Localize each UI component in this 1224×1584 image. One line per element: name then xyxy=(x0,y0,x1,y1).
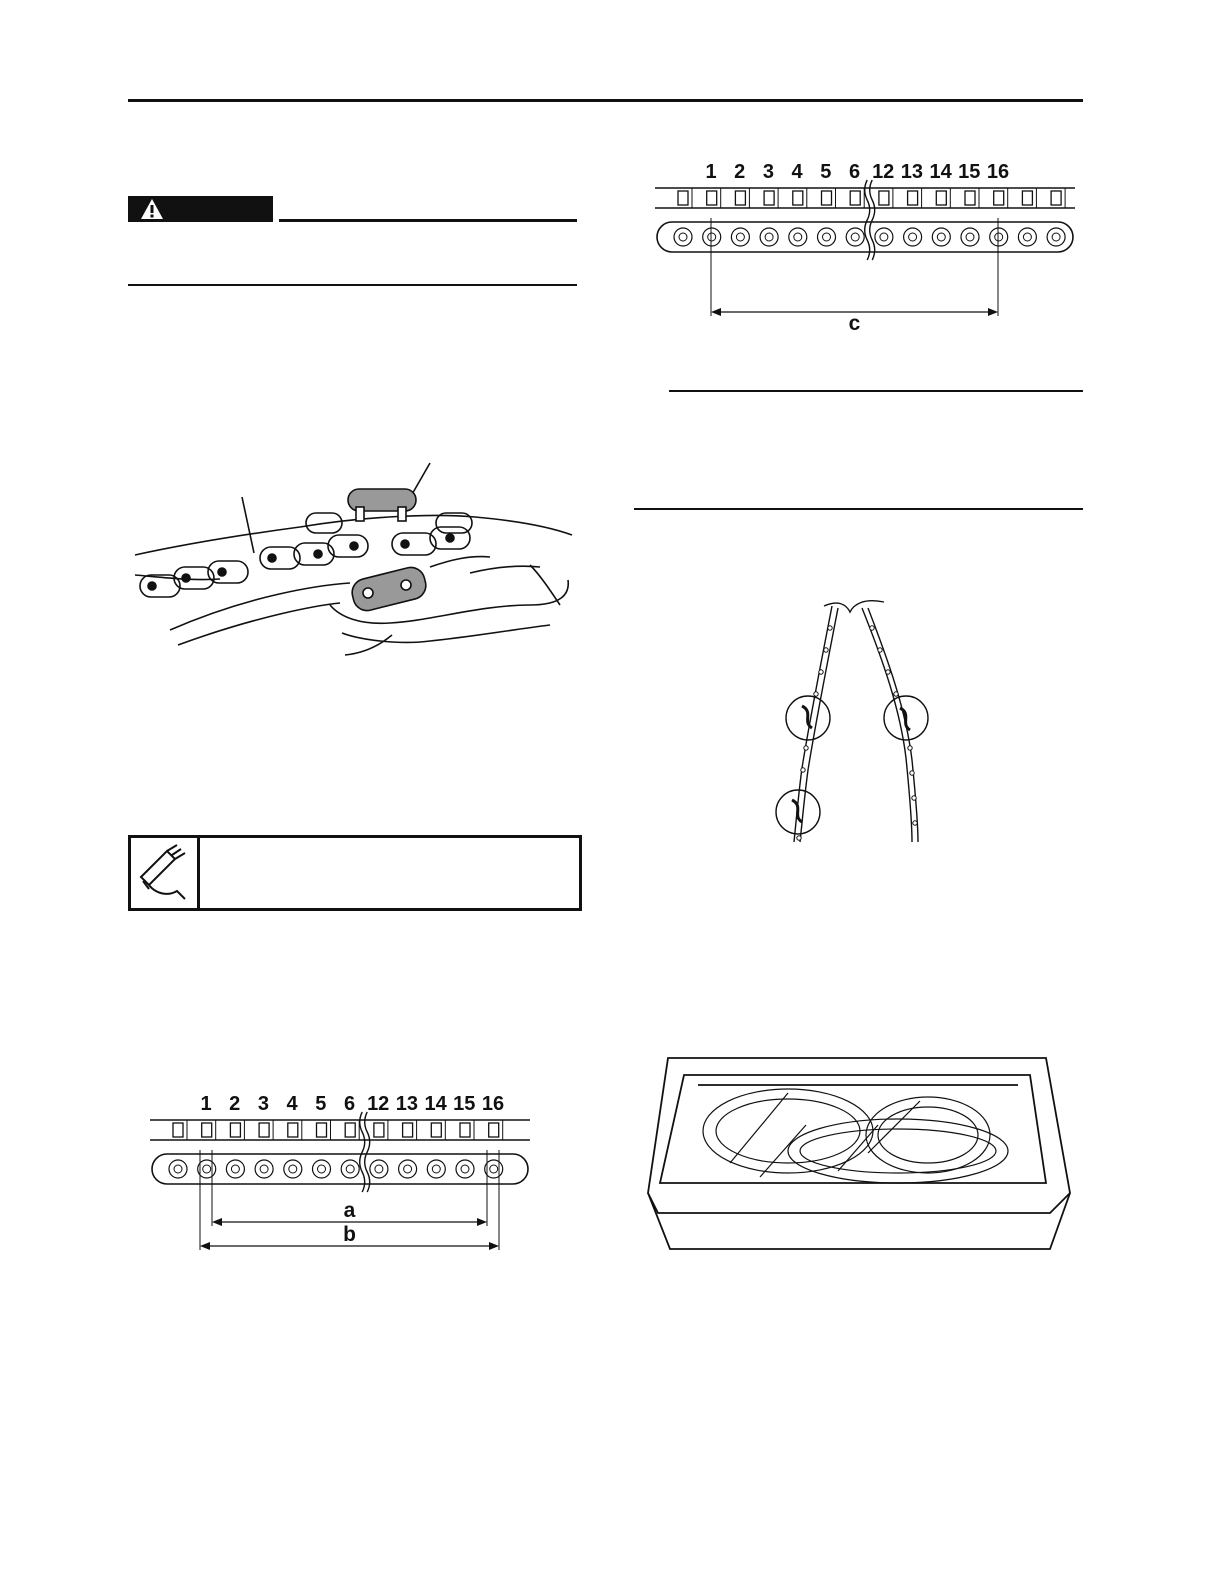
dimension-arrow xyxy=(489,1242,499,1250)
dimension-label: c xyxy=(848,312,861,333)
link-number-label: 12 xyxy=(367,1093,390,1115)
chain-roller xyxy=(230,1123,240,1137)
chain-link-pin xyxy=(432,1165,440,1173)
link-number-label: 14 xyxy=(929,161,952,183)
chain-link-ring xyxy=(341,1160,359,1178)
chain-link-pin xyxy=(995,233,1003,241)
chain-link-ring xyxy=(731,228,749,246)
chain-link-ring xyxy=(961,228,979,246)
link-number-label: 2 xyxy=(734,161,746,183)
chain-roller xyxy=(707,191,717,205)
link-number-label: 4 xyxy=(286,1093,298,1115)
chain-roller xyxy=(735,191,745,205)
link-number-label: 1 xyxy=(200,1093,212,1115)
header-rule xyxy=(128,99,1083,102)
chain-link-ring xyxy=(399,1160,417,1178)
chain-length-figure-c xyxy=(655,158,1075,333)
warning-banner xyxy=(128,196,273,222)
chain-link-ring xyxy=(703,228,721,246)
chain-link-pin xyxy=(823,233,831,241)
dimension-arrow xyxy=(212,1218,222,1226)
chain-link-pin xyxy=(289,1165,297,1173)
dimension-arrow xyxy=(200,1242,210,1250)
chain-link-ring xyxy=(456,1160,474,1178)
chain-link-pin xyxy=(765,233,773,241)
chain-link-pin xyxy=(490,1165,498,1173)
chain-link-ring xyxy=(904,228,922,246)
chain-link-pin xyxy=(736,233,744,241)
link-number-label: 14 xyxy=(424,1093,447,1115)
chain-link-pin xyxy=(375,1165,383,1173)
chain-link-ring xyxy=(846,228,864,246)
chain-roller xyxy=(1022,191,1032,205)
chain-link-pin xyxy=(1052,233,1060,241)
specification-box xyxy=(128,835,582,911)
link-number-label: 15 xyxy=(958,161,981,183)
chain-roller xyxy=(288,1123,298,1137)
link-number-label: 16 xyxy=(481,1093,505,1115)
dimension-arrow xyxy=(711,308,721,316)
dimension-arrow xyxy=(477,1218,487,1226)
chain-link-pin xyxy=(404,1165,412,1173)
link-number-label: 12 xyxy=(872,161,895,183)
chain-roller xyxy=(202,1123,212,1137)
link-number-label: 3 xyxy=(257,1093,269,1115)
chain-link-pin xyxy=(794,233,802,241)
dimension-label: b xyxy=(343,1223,356,1246)
chain-link-ring xyxy=(370,1160,388,1178)
chain-break-mark xyxy=(360,1112,365,1192)
chain-link-pin xyxy=(318,1165,326,1173)
chain-link-ring xyxy=(255,1160,273,1178)
chain-roller xyxy=(259,1123,269,1137)
chain-roller xyxy=(460,1123,470,1137)
chain-link-pin xyxy=(937,233,945,241)
chain-link-ring xyxy=(1047,228,1065,246)
link-number-label: 16 xyxy=(986,161,1010,183)
chain-roller xyxy=(822,191,832,205)
chain-link-pin xyxy=(909,233,917,241)
warning-rule-bottom xyxy=(128,284,577,286)
chain-roller xyxy=(965,191,975,205)
chain-link-ring xyxy=(990,228,1008,246)
chain-roller xyxy=(489,1123,499,1137)
chain-break-mark xyxy=(870,180,875,260)
chain-length-figure-ab xyxy=(150,1090,530,1255)
chain-stiffness-figure xyxy=(772,598,932,843)
link-number-label: 15 xyxy=(453,1093,476,1115)
chain-link-pin xyxy=(1023,233,1031,241)
dimension-label: a xyxy=(343,1199,356,1222)
chain-break-mark xyxy=(865,180,870,260)
chain-roller xyxy=(345,1123,355,1137)
chain-roller xyxy=(431,1123,441,1137)
chain-roller xyxy=(793,191,803,205)
note-rule-top xyxy=(669,390,1083,392)
chain-roller xyxy=(317,1123,327,1137)
chain-break-mark xyxy=(365,1112,370,1192)
chain-plate-outline xyxy=(152,1154,528,1184)
link-number-label: 6 xyxy=(848,161,861,183)
link-number-label: 5 xyxy=(315,1093,327,1115)
link-number-label: 13 xyxy=(900,161,924,183)
chain-roller xyxy=(908,191,918,205)
chain-link-pin xyxy=(461,1165,469,1173)
chain-link-ring xyxy=(760,228,778,246)
chain-link-ring xyxy=(818,228,836,246)
link-number-label: 6 xyxy=(343,1093,356,1115)
chain-link-ring xyxy=(932,228,950,246)
chain-link-pin xyxy=(260,1165,268,1173)
chain-cleaning-pan-figure xyxy=(638,1053,1076,1253)
chain-roller xyxy=(994,191,1004,205)
chain-link-pin xyxy=(231,1165,239,1173)
chain-link-pin xyxy=(966,233,974,241)
chain-link-pin xyxy=(880,233,888,241)
chain-roller xyxy=(879,191,889,205)
link-number-label: 5 xyxy=(820,161,832,183)
chain-link-pin xyxy=(174,1165,182,1173)
chain-link-pin xyxy=(346,1165,354,1173)
chain-link-ring xyxy=(1018,228,1036,246)
chain-roller xyxy=(403,1123,413,1137)
chain-roller xyxy=(936,191,946,205)
link-number-label: 4 xyxy=(791,161,803,183)
master-link-figure xyxy=(130,455,580,660)
caliper-icon xyxy=(137,843,193,901)
chain-roller xyxy=(1051,191,1061,205)
chain-link-ring xyxy=(284,1160,302,1178)
chain-link-ring xyxy=(875,228,893,246)
dimension-arrow xyxy=(988,308,998,316)
chain-link-ring xyxy=(674,228,692,246)
chain-roller xyxy=(850,191,860,205)
chain-roller xyxy=(678,191,688,205)
warning-triangle-icon xyxy=(140,198,164,220)
link-number-label: 2 xyxy=(229,1093,241,1115)
chain-link-pin xyxy=(203,1165,211,1173)
chain-link-ring xyxy=(313,1160,331,1178)
warning-rule-top xyxy=(279,219,577,222)
chain-roller xyxy=(764,191,774,205)
note-rule-bottom xyxy=(634,508,1083,510)
link-number-label: 1 xyxy=(705,161,717,183)
spec-divider xyxy=(197,838,200,908)
chain-link-pin xyxy=(679,233,687,241)
chain-link-pin xyxy=(708,233,716,241)
chain-roller xyxy=(374,1123,384,1137)
chain-link-ring xyxy=(169,1160,187,1178)
link-number-label: 3 xyxy=(762,161,774,183)
link-number-label: 13 xyxy=(395,1093,419,1115)
chain-link-ring xyxy=(427,1160,445,1178)
chain-link-ring xyxy=(789,228,807,246)
chain-link-pin xyxy=(851,233,859,241)
chain-roller xyxy=(173,1123,183,1137)
chain-link-ring xyxy=(226,1160,244,1178)
